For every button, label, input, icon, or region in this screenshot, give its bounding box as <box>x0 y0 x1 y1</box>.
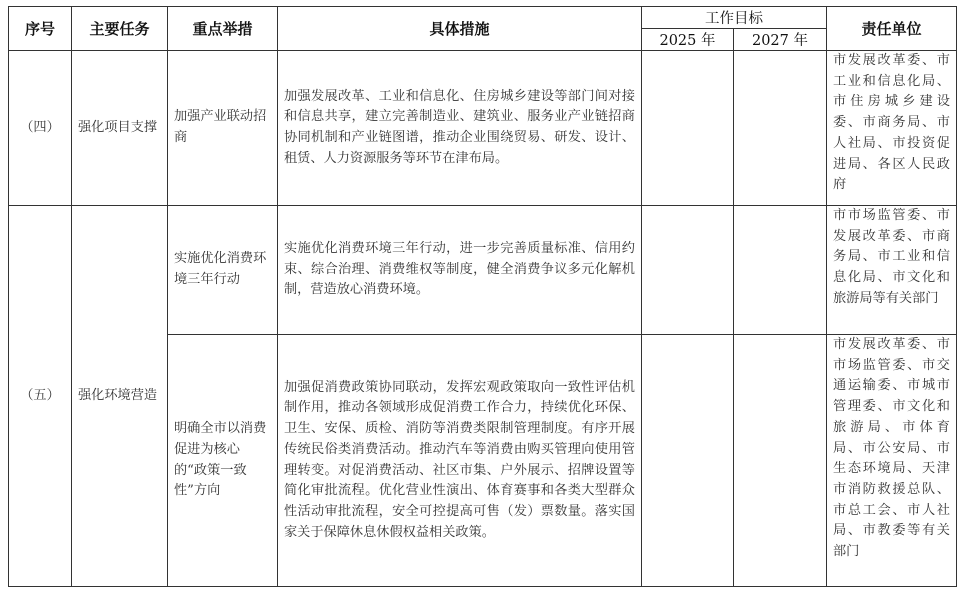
row-goal-2025 <box>642 206 734 335</box>
row-spec <box>278 335 642 587</box>
row-spec-text: 实施优化消费环境三年行动，进一步完善质量标准、信用约束、综合治理、消费维权等制度，健全消费争议多元化解机制，营造放心消费环境。 <box>284 240 635 298</box>
row-goal-2025 <box>642 335 734 587</box>
row-task: 强化环境营造 <box>72 206 168 587</box>
row-spec-text: 加强促消费政策协同联动，发挥宏观政策取向一致性评估机制作用，推动各领域形成促消费工作合力，持续优化环保、卫生、安保、质检、消防等消费类限制管理制度。有序开展传统民俗类消费活动。推动汽车等消费由购买管理向使用管理转变。对促消费活动、社区市集、户外展示、招牌设置等简化审批流程。优化营业性演出、体育赛事和各类大型群众性活动审批流程，安全可控提高可售（发）票数量。落实国家关于保障休息休假权益相关政策。 <box>284 379 635 540</box>
row-key-measure: 明确全市以消费促进为核心的“政策一致性”方向 <box>168 335 278 587</box>
row-unit-text: 市发展改革委、市市场监管委、市交通运输委、市城市管理委、市文化和旅游局、市体育局、市公安局、市生态环境局、天津市消防救援总队、市总工会、市人社局、市教委等有关部门 <box>833 337 950 560</box>
header-unit: 责任单位 <box>827 7 957 51</box>
row-goal-2027 <box>734 206 827 335</box>
row-unit <box>827 51 957 206</box>
row-task: 强化项目支撑 <box>72 51 168 206</box>
row-seq: （四） <box>9 51 72 206</box>
row-seq: （五） <box>9 206 72 587</box>
row-goal-2025 <box>642 51 734 206</box>
row-unit-text: 市发展改革委、市工业和信息化局、市住房城乡建设委、市商务局、市人社局、市投资促进局、各区人民政府 <box>833 53 950 193</box>
row-key-measure: 加强产业联动招商 <box>168 51 278 206</box>
header-spec: 具体措施 <box>278 7 642 51</box>
row-spec <box>278 206 642 335</box>
header-goal: 工作目标 <box>642 7 827 29</box>
header-year-2027: 2027 年 <box>734 29 827 51</box>
task-table <box>8 6 957 587</box>
row-goal-2027 <box>734 51 827 206</box>
row-spec <box>278 51 642 206</box>
row-unit-text: 市市场监管委、市发展改革委、市商务局、市工业和信息化局、市文化和旅游局等有关部门 <box>833 208 950 306</box>
row-goal-2027 <box>734 335 827 587</box>
row-key-measure: 实施优化消费环境三年行动 <box>168 206 278 335</box>
row-spec-text: 加强发展改革、工业和信息化、住房城乡建设等部门间对接和信息共享，建立完善制造业、建筑业、服务业产业链招商协同机制和产业链图谱，推动企业围绕贸易、研发、设计、租赁、人力资源服务等环节在津布局。 <box>284 88 635 166</box>
table-row <box>9 51 957 206</box>
header-key: 重点举措 <box>168 7 278 51</box>
header-year-2025: 2025 年 <box>642 29 734 51</box>
header-task: 主要任务 <box>72 7 168 51</box>
table-row <box>9 206 957 335</box>
row-unit <box>827 206 957 335</box>
header-seq: 序号 <box>9 7 72 51</box>
row-unit <box>827 335 957 587</box>
